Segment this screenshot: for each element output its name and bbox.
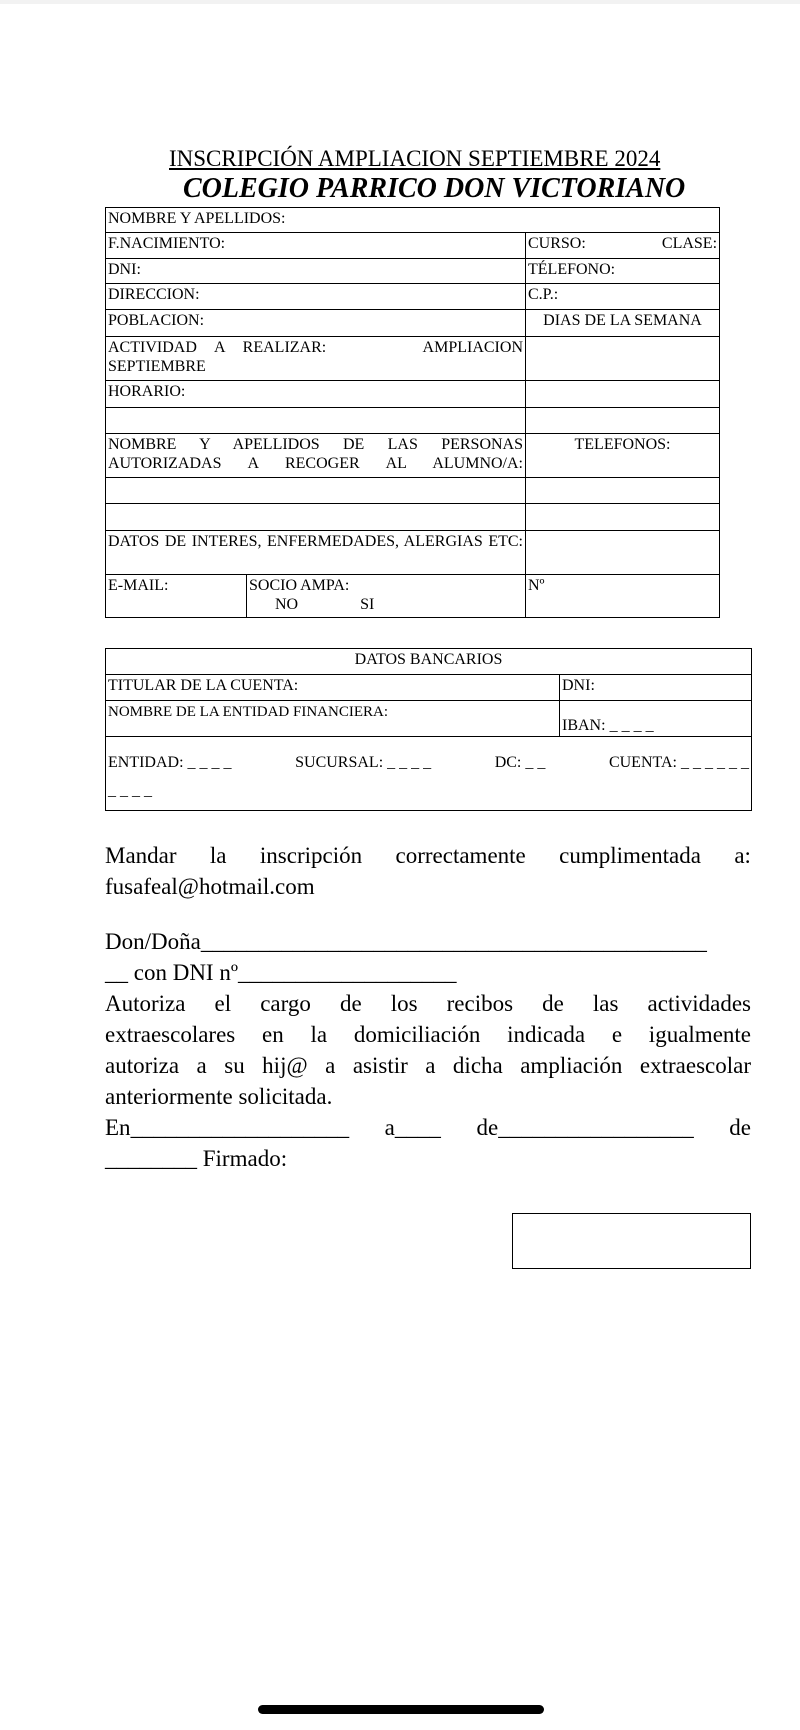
instructions — [105, 840, 751, 902]
direccion-field[interactable] — [106, 284, 526, 310]
bank-dni-field[interactable] — [560, 675, 752, 701]
autorizada-row-1[interactable] — [106, 478, 526, 504]
actividad-field[interactable] — [106, 337, 526, 381]
actividad-value-cont: SEPTIEMBRE — [108, 358, 206, 375]
socio-ampa-label: SOCIO AMPA: — [249, 577, 350, 594]
datos-interes-cell[interactable] — [526, 531, 720, 575]
don-blank[interactable]: ____________________________________________ — [200, 929, 707, 954]
cuenta-blanks-cont: _ _ _ _ — [108, 782, 152, 799]
socio-si-option[interactable]: SI — [360, 596, 375, 613]
entidad-financiera-label: NOMBRE DE LA ENTIDAD FINANCIERA: — [108, 704, 388, 720]
blank-cell-1[interactable] — [526, 408, 720, 434]
dc-blanks: _ _ — [525, 754, 546, 771]
dni-label: DNI: — [108, 261, 141, 278]
iban-field[interactable] — [560, 701, 752, 737]
signature-box[interactable] — [512, 1213, 751, 1269]
auth-body-line-3: autoriza a su hij@ a asistir a dicha ampliación extraescolar — [105, 1053, 751, 1078]
bank-dni-label: DNI: — [562, 677, 595, 694]
datos-interes-label: DATOS DE INTERES, ENFERMEDADES, ALERGIAS ETC: — [108, 533, 523, 550]
autorizadas-label: NOMBRE Y APELLIDOS DE LAS PERSONAS AUTORIZADAS A RECOGER AL ALUMNO/A: — [108, 436, 523, 472]
blank-row-1[interactable] — [106, 408, 526, 434]
poblacion-label: POBLACION: — [108, 312, 205, 329]
cuenta-field[interactable] — [106, 737, 752, 811]
dc-label: DC: — [494, 754, 522, 771]
autorizada-tel-2[interactable] — [526, 504, 720, 531]
de-blank[interactable]: _________________ — [498, 1115, 694, 1140]
nombre-field[interactable] — [106, 208, 720, 233]
cp-label: C.P.: — [528, 286, 559, 303]
sucursal-blanks: _ _ _ _ — [387, 754, 432, 771]
nacimiento-field[interactable] — [106, 233, 526, 259]
a-label: a — [384, 1115, 395, 1140]
de-label: de — [476, 1115, 499, 1140]
top-divider — [0, 0, 800, 4]
mandar-word-4: correctamente — [395, 843, 526, 868]
dni-prefix-blank: __ — [105, 960, 128, 985]
en-blank[interactable]: ___________________ — [130, 1115, 350, 1140]
form-title: INSCRIPCIÓN AMPLIACION SEPTIEMBRE 2024 — [169, 146, 661, 171]
auth-body-line-4: anteriormente solicitada. — [105, 1084, 333, 1109]
de2-label: de — [729, 1115, 751, 1140]
mandar-word-3: inscripción — [259, 843, 363, 868]
bank-title: DATOS BANCARIOS — [354, 651, 503, 668]
cuenta-blanks: _ _ _ _ _ _ — [680, 754, 749, 771]
don-label: Don/Doña — [105, 929, 201, 954]
auth-body-line-1: Autoriza el cargo de los recibos de las actividades — [105, 991, 751, 1016]
dias-cell-2[interactable] — [526, 381, 720, 408]
email-label: E-MAIL: — [108, 577, 169, 594]
school-name: COLEGIO PARRICO DON VICTORIANO — [183, 173, 686, 204]
home-indicator[interactable] — [258, 1705, 544, 1714]
cp-field[interactable] — [526, 284, 720, 310]
bank-title-cell — [106, 649, 752, 675]
cuenta-label: CUENTA: — [608, 754, 677, 771]
sucursal-label: SUCURSAL: — [295, 754, 384, 771]
titular-label: TITULAR DE LA CUENTA: — [108, 677, 299, 694]
a-blank[interactable]: ____ — [394, 1115, 441, 1140]
mandar-word-1: Mandar — [105, 843, 177, 868]
telefono-label: TÉLEFONO: — [528, 261, 616, 278]
curso-label: CURSO: — [528, 235, 586, 252]
dias-header — [526, 310, 720, 337]
socio-no-option[interactable]: NO — [275, 596, 299, 613]
dni-field[interactable] — [106, 259, 526, 284]
clase-label: CLASE: — [661, 235, 718, 252]
firmado-label: Firmado: — [202, 1146, 288, 1171]
dni-blank[interactable]: ___________________ — [237, 960, 457, 985]
horario-field[interactable] — [106, 381, 526, 408]
dias-label: DIAS DE LA SEMANA — [543, 312, 702, 329]
nacimiento-label: F.NACIMIENTO: — [108, 235, 226, 252]
entidad-blanks: _ _ _ _ — [187, 754, 232, 771]
con-dni-label: con DNI nº — [133, 960, 238, 985]
mandar-word-6: a: — [734, 843, 751, 868]
entidad-financiera-field[interactable] — [106, 701, 560, 737]
dias-cell-1[interactable] — [526, 337, 720, 381]
datos-interes-field[interactable] — [106, 531, 526, 575]
email-link[interactable]: fusafeal@hotmail.com — [105, 874, 315, 899]
nombre-label: NOMBRE Y APELLIDOS: — [108, 210, 286, 227]
telefonos-label: TELEFONOS: — [574, 436, 671, 453]
student-form-table — [105, 207, 720, 618]
year-blank[interactable]: ________ — [105, 1146, 197, 1171]
direccion-label: DIRECCION: — [108, 286, 200, 303]
telefono-field[interactable] — [526, 259, 720, 284]
auth-body-line-2: extraescolares en la domiciliación indicada e igualmente — [105, 1022, 751, 1047]
actividad-value: AMPLIACION — [422, 339, 523, 356]
mandar-word-5: cumplimentada — [559, 843, 701, 868]
entidad-label: ENTIDAD: — [108, 754, 184, 771]
numero-field[interactable] — [526, 575, 720, 618]
email-field[interactable] — [106, 575, 247, 618]
titular-field[interactable] — [106, 675, 560, 701]
autorizadas-field[interactable] — [106, 434, 526, 478]
bank-table — [105, 648, 752, 811]
autorizada-row-2[interactable] — [106, 504, 526, 531]
autorizada-tel-1[interactable] — [526, 478, 720, 504]
socio-ampa-field[interactable] — [247, 575, 526, 618]
telefonos-header — [526, 434, 720, 478]
en-label: En — [105, 1115, 131, 1140]
actividad-label: ACTIVIDAD A REALIZAR: — [108, 339, 327, 356]
curso-clase-field[interactable] — [526, 233, 720, 259]
mandar-word-2: la — [209, 843, 227, 868]
iban-blanks: _ _ _ _ — [609, 717, 654, 734]
iban-label: IBAN: — [562, 717, 606, 734]
poblacion-field[interactable] — [106, 310, 526, 337]
authorization-section — [105, 926, 751, 1174]
numero-label: Nº — [528, 577, 545, 594]
horario-label: HORARIO: — [108, 383, 186, 400]
